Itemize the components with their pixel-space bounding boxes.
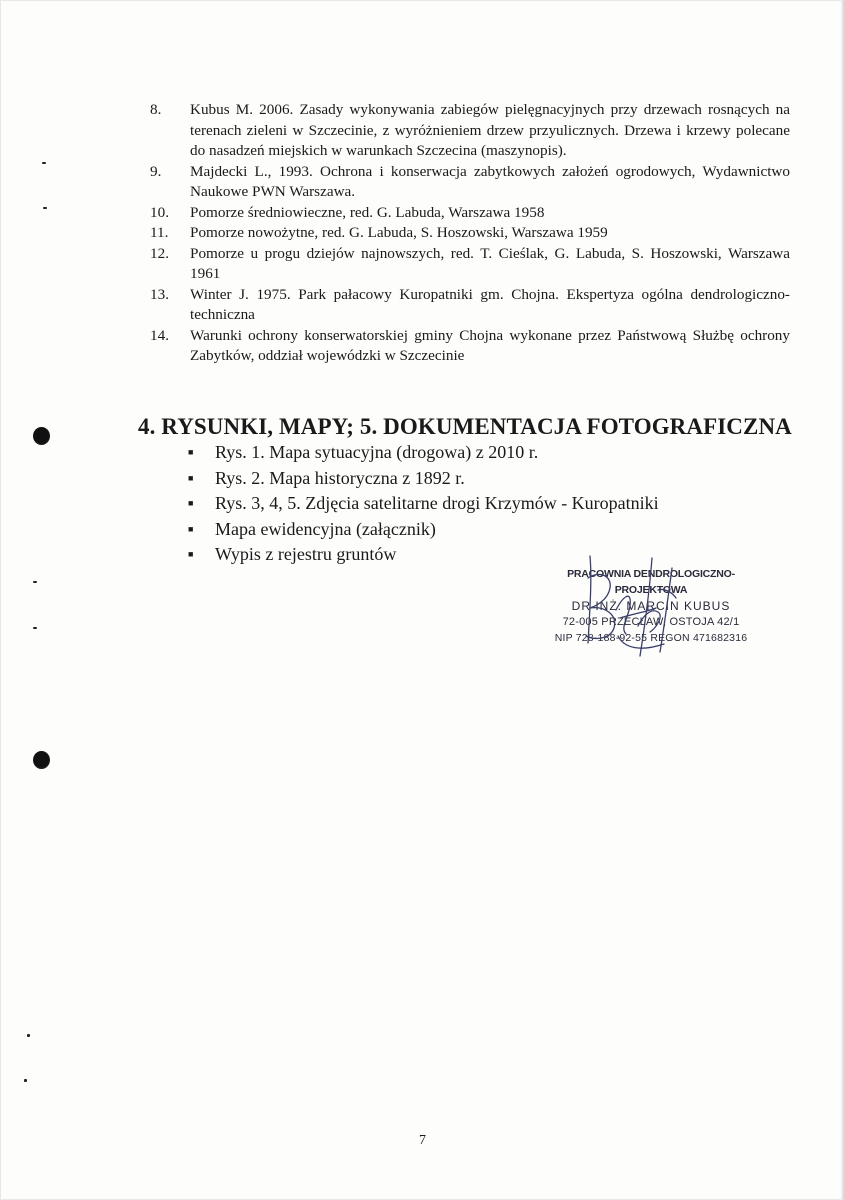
scan-speck	[27, 1034, 30, 1037]
reference-item	[150, 244, 790, 285]
reference-number: 13.	[150, 285, 169, 303]
square-bullet-icon: ■	[188, 472, 194, 483]
punch-hole-upper	[33, 427, 50, 445]
reference-number: 10.	[150, 203, 169, 221]
attachment-label: Rys. 1. Mapa sytuacyjna (drogowa) z 2010 r.	[215, 442, 539, 462]
square-bullet-icon: ■	[188, 498, 194, 508]
square-bullet-icon: ■	[188, 523, 194, 534]
reference-text: Kubus M. 2006. Zasady wykonywania zabiegów pielęgnacyjnych przy drzewach rosnących na terenach zieleni w Szczecinie, z wyróżnieniem drzew przyulicznych. Drzewa i krzewy polecane do nasadzeń miejskich w warunkach Szczecina (maszynopis).	[190, 101, 790, 159]
attachment-item	[188, 441, 788, 467]
attachment-item	[188, 518, 788, 544]
reference-number: 9.	[150, 162, 162, 180]
reference-text: Warunki ochrony konserwatorskiej gminy Chojna wykonane przez Państwową Służbę ochrony Zabytków, oddział wojewódzki w Szczecinie	[190, 326, 790, 364]
reference-item	[150, 223, 790, 244]
reference-number: 12.	[150, 244, 169, 262]
references-list	[150, 100, 790, 367]
reference-text: Pomorze średniowieczne, red. G. Labuda, Warszawa 1958	[190, 203, 545, 221]
reference-number: 14.	[150, 326, 169, 344]
reference-item	[150, 285, 790, 326]
reference-text: Pomorze nowożytne, red. G. Labuda, S. Hoszowski, Warszawa 1959	[190, 224, 608, 241]
page-edge	[841, 0, 845, 1200]
stamp-owner-name: DR INŻ. MARCIN KUBUS	[571, 599, 731, 613]
reference-number: 8.	[150, 101, 162, 118]
scan-speck	[42, 162, 46, 164]
reference-number: 11.	[150, 224, 169, 241]
stamp-tax-ids: NIP 728-188-92-55 REGON 471682316	[554, 632, 748, 644]
reference-text: Winter J. 1975. Park pałacowy Kuropatniki gm. Chojna. Ekspertyza ogólna dendrologiczno-techniczna	[190, 285, 790, 323]
attachment-label: Wypis z rejestru gruntów	[215, 544, 397, 564]
scan-speck	[43, 207, 47, 209]
scan-speck	[33, 581, 37, 583]
attachment-item	[188, 492, 788, 518]
reference-item	[150, 326, 790, 367]
reference-item	[150, 100, 790, 162]
attachment-label: Rys. 3, 4, 5. Zdjęcia satelitarne drogi Krzymów - Kuropatniki	[215, 493, 659, 513]
attachment-label: Mapa ewidencyjna (załącznik)	[215, 518, 436, 539]
scan-speck	[24, 1079, 27, 1082]
stamp-address: 72-005 PRZECŁAW, OSTOJA 42/1	[562, 616, 740, 628]
scan-speck	[33, 627, 37, 629]
reference-text: Majdecki L., 1993. Ochrona i konserwacja zabytkowych założeń ogrodowych, Wydawnictwo Naukowe PWN Warszawa.	[190, 162, 790, 200]
reference-item	[150, 162, 790, 203]
square-bullet-icon: ■	[188, 549, 194, 559]
attachment-item	[188, 467, 788, 493]
stamp-company-name: PRACOWNIA DENDROLOGICZNO-PROJEKTOWA	[567, 568, 735, 596]
attachment-label: Rys. 2. Mapa historyczna z 1892 r.	[215, 467, 465, 488]
square-bullet-icon: ■	[188, 447, 194, 457]
punch-hole-lower	[33, 751, 50, 769]
page-number: 7	[419, 1133, 426, 1148]
reference-text: Pomorze u progu dziejów najnowszych, red. T. Cieślak, G. Labuda, S. Hoszowski, Warszawa 1961	[190, 244, 790, 282]
reference-item	[150, 203, 790, 224]
handwritten-signature	[560, 548, 710, 658]
section-heading: 4. RYSUNKI, MAPY; 5. DOKUMENTACJA FOTOGRAFICZNA	[138, 414, 792, 439]
